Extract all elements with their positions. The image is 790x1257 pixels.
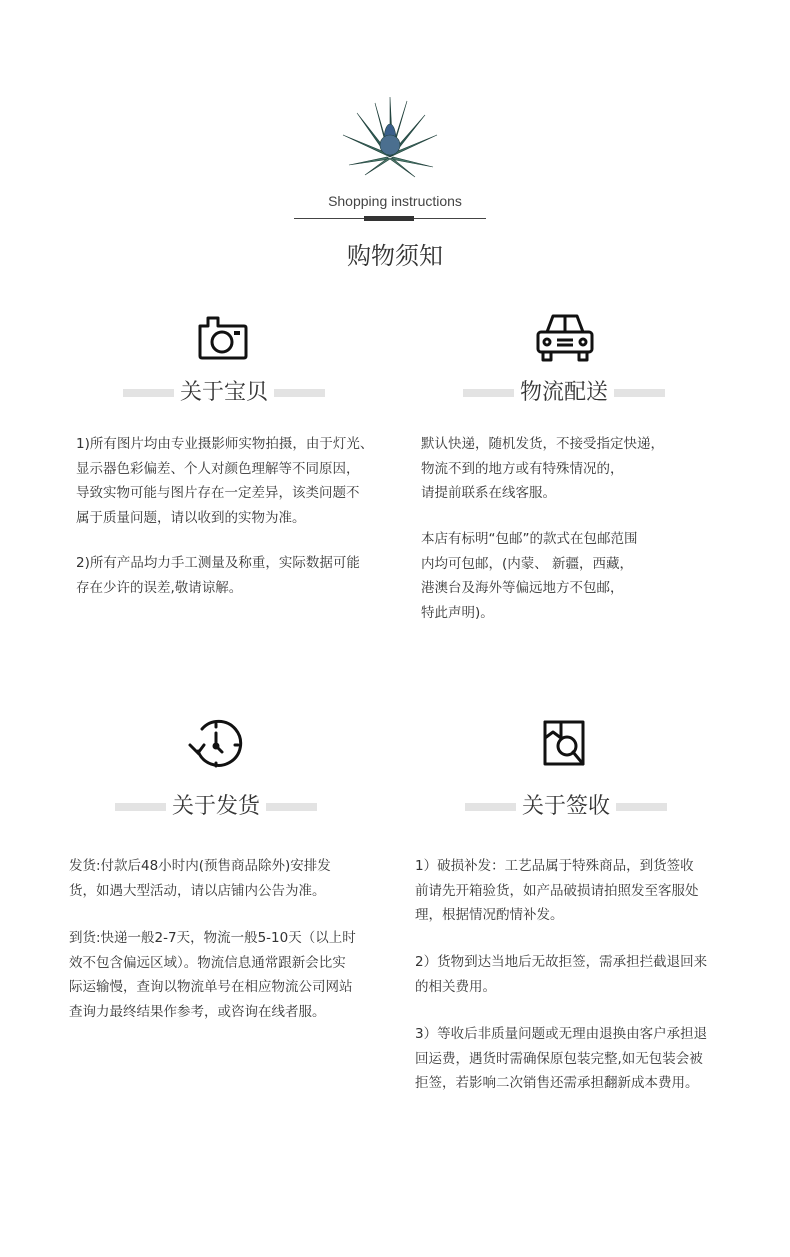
text-line: 理，根据情况酌情补发。 [415, 907, 564, 923]
section-title-about-item: 关于宝贝 [174, 380, 274, 405]
page-title: 购物须知 [347, 242, 443, 270]
shipping-paragraph-2 [69, 926, 356, 1024]
text-line: 属于质量问题，请以收到的实物为准。 [76, 509, 306, 526]
text-line: 到货:快递一般2-7天，物流一般5-10天（以上时 [69, 930, 356, 946]
receipt-paragraph-3 [415, 1022, 707, 1096]
header-divider-accent [364, 216, 414, 221]
subtitle-english: Shopping instructions [328, 193, 462, 209]
car-icon [535, 310, 595, 366]
text-line: 发货:付款后48小时内(预售商品除外)安排发 [69, 858, 331, 874]
logistics-paragraph-2 [421, 527, 638, 625]
text-line: 本店有标明“包邮”的款式在包邮范围 [421, 531, 638, 547]
text-line: 2）货物到达当地后无故拒签，需承担拦截退回来 [415, 954, 708, 970]
text-line: 际运输慢，查询以物流单号在相应物流公司网站 [69, 979, 353, 995]
text-line: 特此声明)。 [421, 604, 494, 621]
text-line: 默认快递，随机发货，不接受指定快递， [421, 436, 664, 452]
clock-icon [186, 715, 246, 775]
receipt-paragraph-2 [415, 950, 707, 999]
section-title-shipping: 关于发货 [166, 794, 266, 819]
text-line: 存在少许的误差,敬请谅解。 [76, 579, 243, 596]
text-line: 显示器色彩偏差、个人对颜色理解等不同原因， [76, 460, 360, 477]
text-line: 3）等收后非质量问题或无理由退换由客户承担退 [415, 1026, 708, 1042]
about-item-paragraph-1 [76, 432, 373, 530]
text-line: 拒签，若影响二次销售还需承担翻新成本费用。 [415, 1075, 699, 1091]
text-line: 物流不到的地方或有特殊情况的， [421, 460, 624, 477]
logistics-paragraph-1 [421, 432, 664, 506]
text-line: 查询力最终结果作参考，或咨询在线者服。 [69, 1003, 326, 1020]
text-line: 导致实物可能与图片存在一定差异，该类问题不 [76, 485, 360, 501]
agave-plant-illustration [335, 95, 445, 180]
text-line: 1）破损补发：工艺品属于特殊商品，到货签收 [415, 858, 694, 874]
text-line: 前请先开箱验货，如产品破损请拍照发至客服处 [415, 882, 699, 899]
text-line: 的相关费用。 [415, 978, 496, 995]
text-line: 港澳台及海外等偏远地方不包邮， [421, 580, 624, 596]
text-line: 2)所有产品均力手工测量及称重，实际数据可能 [76, 555, 360, 571]
text-line: 内均可包邮，(内蒙、 新疆，西藏， [421, 555, 634, 572]
text-line: 效不包含偏远区域）。物流信息通常跟新会比实 [69, 954, 346, 971]
camera-icon [194, 310, 250, 366]
search-document-icon [541, 718, 589, 770]
text-line: 货，如遇大型活动，请以店铺内公告为准。 [69, 882, 326, 899]
section-title-logistics: 物流配送 [514, 380, 614, 405]
about-item-paragraph-2 [76, 551, 360, 600]
text-line: 1)所有图片均由专业摄影师实物拍摄，由于灯光、 [76, 436, 374, 452]
section-title-receipt: 关于签收 [516, 794, 616, 819]
shipping-paragraph-1 [69, 854, 331, 903]
text-line: 请提前联系在线客服。 [421, 485, 556, 501]
text-line: 回运费，遇货时需确保原包装完整,如无包装会被 [415, 1050, 703, 1067]
receipt-paragraph-1 [415, 854, 699, 928]
